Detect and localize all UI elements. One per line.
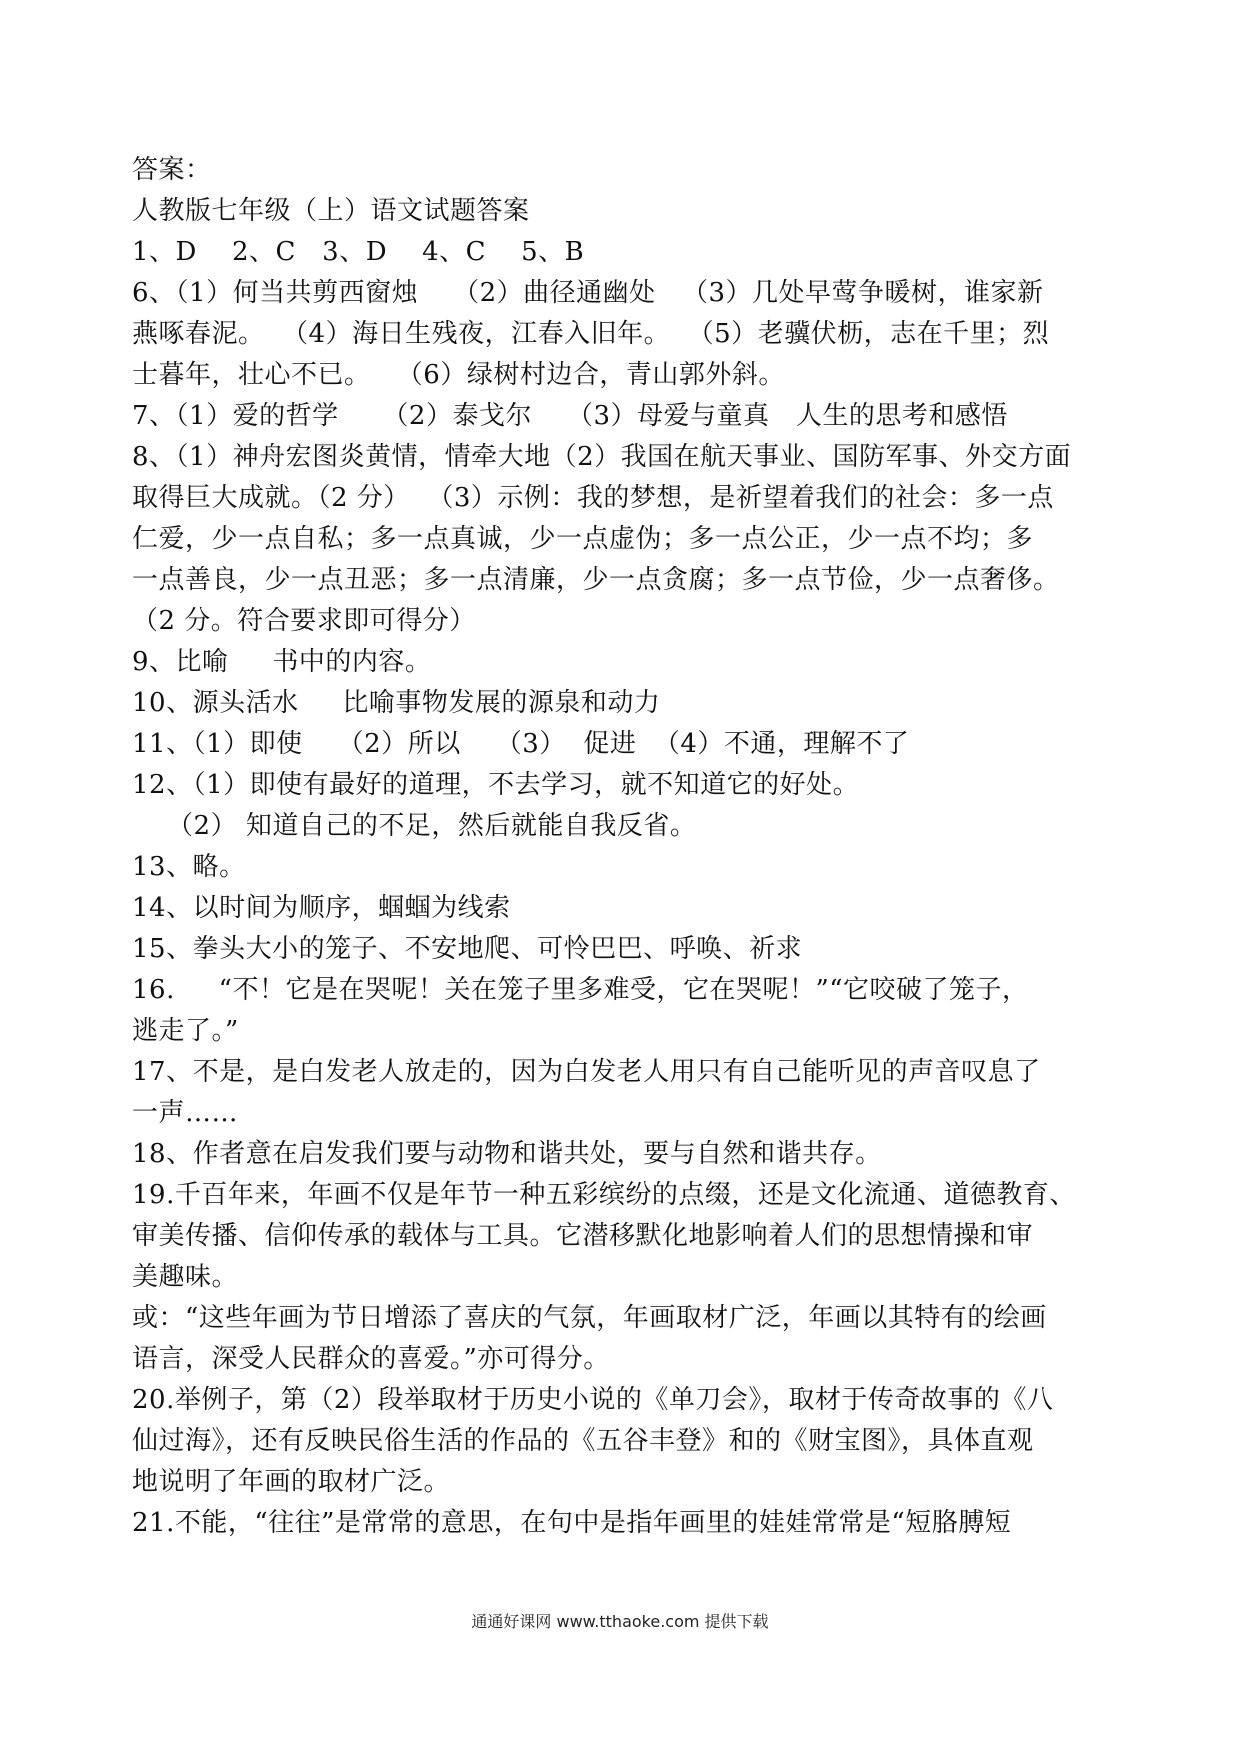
answer-line: 美趣味。: [132, 1262, 239, 1292]
answer-line: 语言，深受人民群众的喜爱。”亦可得分。: [132, 1344, 610, 1374]
page-footer: 通通好课网 www.tthaoke.com 提供下载: [471, 1612, 769, 1631]
answer-line: 11、（1）即使 （2）所以 （3） 促进 （4）不通，理解不了: [132, 729, 910, 759]
answer-line: 地说明了年画的取材广泛。: [132, 1467, 451, 1497]
answer-text-block: [132, 150, 1117, 1544]
answer-line: 21.不能，“往往”是常常的意思，在句中是指年画里的娃娃常常是“短胳膊短: [132, 1508, 1012, 1538]
answer-line: 20.举例子，第（2）段举取材于历史小说的《单刀会》，取材于传奇故事的《八: [132, 1385, 1054, 1415]
answer-line: 18、作者意在启发我们要与动物和谐共处，要与自然和谐共存。: [132, 1139, 882, 1169]
answer-line: 士暮年，壮心不已。 （6）绿树村边合，青山郭外斜。: [132, 360, 785, 390]
answer-line: 19.千百年来，年画不仅是年节一种五彩缤纷的点缀，还是文化流通、道德教育、: [132, 1180, 1076, 1210]
answer-line: 仙过海》，还有反映民俗生活的作品的《五谷丰登》和的《财宝图》，具体直观: [132, 1426, 1034, 1456]
answer-line: 15、拳头大小的笼子、不安地爬、可怜巴巴、呼唤、祈求: [132, 934, 803, 964]
answer-line: 审美传播、信仰传承的载体与工具。它潜移默化地影响着人们的思想情操和审: [132, 1221, 1034, 1251]
answer-line: 13、略。: [132, 852, 246, 882]
document-title: 人教版七年级（上）语文试题答案: [132, 196, 530, 226]
answer-line: 10、源头活水 比喻事物发展的源泉和动力: [132, 688, 661, 718]
answer-line: 9、比喻 书中的内容。: [132, 647, 432, 677]
answer-line: 14、以时间为顺序，蝈蝈为线索: [132, 893, 511, 923]
answer-line: 或：“这些年画为节日增添了喜庆的气氛，年画取材广泛，年画以其特有的绘画: [132, 1303, 1047, 1333]
answer-line: 12、（1）即使有最好的道理，不去学习，就不知道它的好处。: [132, 770, 860, 800]
answer-heading: 答案：: [132, 155, 212, 185]
answer-line: 1、D 2、C 3、D 4、C 5、B: [132, 237, 585, 267]
answer-line: 8、（1）神舟宏图炎黄情，情牵大地（2）我国在航天事业、国防军事、外交方面: [132, 442, 1072, 472]
answer-line: 17、不是，是白发老人放走的，因为白发老人用只有自己能听见的声音叹息了: [132, 1057, 1041, 1087]
answer-line: 一声……: [132, 1098, 239, 1128]
answer-line: 16. “不！它是在哭呢！关在笼子里多难受，它在哭呢！”“它咬破了笼子，: [132, 975, 1029, 1005]
answer-line: 一点善良，少一点丑恶；多一点清廉，少一点贪腐；多一点节俭，少一点奢侈。: [132, 565, 1060, 595]
answer-line: 燕啄春泥。 （4）海日生残夜，江春入旧年。 （5）老骥伏枥，志在千里；烈: [132, 319, 1050, 349]
answer-line: 取得巨大成就。（2 分） （3）示例：我的梦想，是祈望着我们的社会：多一点: [132, 483, 1054, 513]
answer-line: （2 分。符合要求即可得分）: [132, 606, 476, 636]
answer-line: （2） 知道自己的不足，然后就能自我反省。: [132, 811, 697, 841]
answer-line: 仁爱，少一点自私；多一点真诚，少一点虚伪；多一点公正，少一点不均；多: [132, 524, 1034, 554]
answer-line: 7、（1）爱的哲学 （2）泰戈尔 （3）母爱与童真 人生的思考和感悟: [132, 401, 1008, 431]
answer-line: 逃走了。”: [132, 1016, 239, 1046]
answer-line: 6、（1）何当共剪西窗烛 （2）曲径通幽处 （3）几处早莺争暖树，谁家新: [132, 278, 1044, 308]
